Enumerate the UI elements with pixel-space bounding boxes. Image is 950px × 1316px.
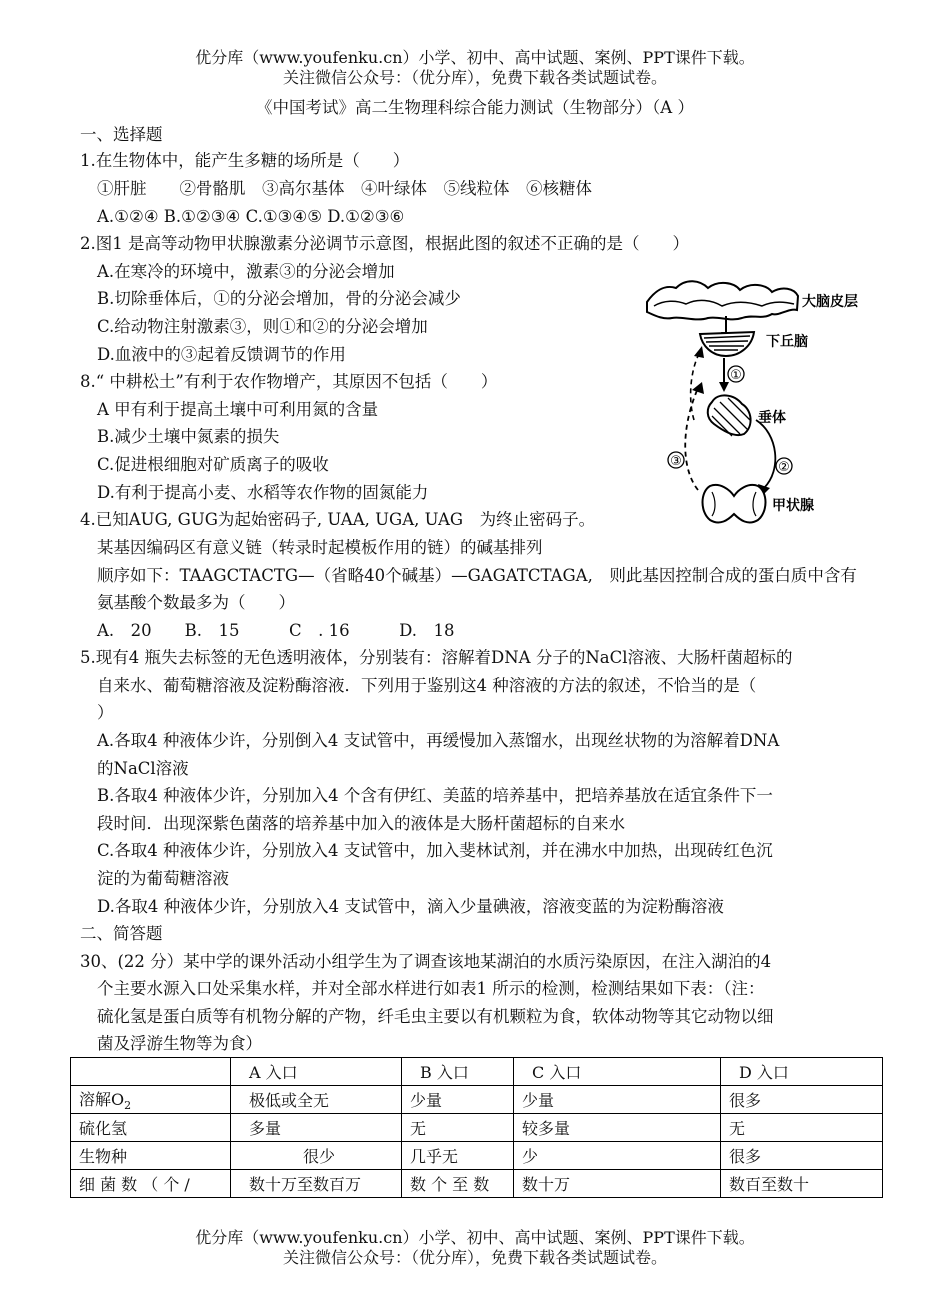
q5-line-2: 自来水、葡萄糖溶液及淀粉酶溶液．下列用于鉴别这4 种溶液的方法的叙述，不恰当的是（ [97, 676, 757, 695]
footer-line-2: 关注微信公众号：（优分库），免费下载各类试题试卷。 [282, 1248, 667, 1267]
subscript-2: 2 [124, 1099, 132, 1113]
water-sample-table [70, 1057, 883, 1198]
table-header-cell: C 入口 [514, 1058, 721, 1086]
table-cell: 几乎无 [402, 1142, 514, 1170]
table-cell [71, 1086, 231, 1114]
footer-line-1: 优分库（www.youfenku.cn）小学、初中、高中试题、案例、PPT课件下载。 [195, 1228, 755, 1247]
q5-option-d: D.各取4 种液体少许，分别放入4 支试管中，滴入少量碘液，溶液变蓝的为淀粉酶溶液 [97, 897, 724, 916]
table-cell: 生物种 [71, 1142, 231, 1170]
table-cell: 无 [402, 1114, 514, 1142]
table-cell: 数十万 [514, 1170, 721, 1198]
q1-options: A.①②④ B.①②③④ C.①③④⑤ D.①②③⑥ [97, 207, 405, 226]
label-thyroid: 甲状腺 [772, 498, 814, 514]
table-cell: 细 菌 数 （ 个 / [71, 1170, 231, 1198]
q4-line-4: 氨基酸个数最多为（ ） [97, 593, 295, 612]
q5-line-1: 5.现有4 瓶失去标签的无色透明液体，分别装有：溶解着DNA 分子的NaCl溶液、大肠杆菌超标的 [80, 648, 793, 667]
table-cell: 少量 [402, 1086, 514, 1114]
q1-items: ①肝脏 ②骨骼肌 ③高尔基体 ④叶绿体 ⑤线粒体 ⑥核糖体 [97, 179, 592, 198]
q8-option-b: B.减少土壤中氮素的损失 [97, 427, 280, 446]
table-cell: 很多 [721, 1142, 883, 1170]
section-heading-short-answer: 二、简答题 [80, 924, 163, 943]
table-cell: 少 [514, 1142, 721, 1170]
table-header-cell [71, 1058, 231, 1086]
table-row [71, 1086, 883, 1114]
table-cell: 很少 [231, 1142, 402, 1170]
marker-1: ① [730, 368, 742, 383]
q5-option-c-1: C.各取4 种液体少许，分别放入4 支试管中，加入斐林试剂，并在沸水中加热，出现砖红色沉 [97, 841, 773, 860]
marker-2: ② [778, 460, 790, 475]
q30-line-1: 30、(22 分）某中学的课外活动小组学生为了调查该地某湖泊的水质污染原因，在注入湖泊的4 [80, 952, 772, 971]
table-cell: 很多 [721, 1086, 883, 1114]
label-pituitary: 垂体 [758, 410, 786, 426]
q4-line-1: 4.已知AUG, GUG为起始密码子, UAA, UGA, UAG 为终止密码子。 [80, 510, 596, 529]
q5-option-a-2: 的NaCl溶液 [97, 759, 189, 778]
q5-line-3: ） [97, 703, 114, 722]
row-label-dissolved-oxygen: 溶解O [79, 1089, 125, 1109]
table-cell: 较多量 [514, 1114, 721, 1142]
table-cell: 数 个 至 数 [402, 1170, 514, 1198]
q2-option-a: A.在寒冷的环境中，激素③的分泌会增加 [97, 262, 395, 281]
thyroid-regulation-figure [642, 270, 872, 550]
q2-option-b: B.切除垂体后，①的分泌会增加，骨的分泌会减少 [97, 289, 461, 308]
thyroid-shape [703, 485, 766, 523]
q4-options: A. 20 B. 15 C . 16 D. 18 [97, 621, 455, 640]
table-row [71, 1170, 883, 1198]
label-hypothalamus: 下丘脑 [766, 334, 808, 350]
q2-option-d: D.血液中的③起着反馈调节的作用 [97, 345, 346, 364]
table-header-row [71, 1058, 883, 1086]
q30-line-2: 个主要水源入口处采集水样，并对全部水样进行如表1 所示的检测，检测结果如下表：（注： [97, 979, 765, 998]
table-cell: 数百至数十 [721, 1170, 883, 1198]
table-cell: 无 [721, 1114, 883, 1142]
q5-option-c-2: 淀的为葡萄糖溶液 [97, 869, 229, 888]
q8-stem: 8.“ 中耕松土”有利于农作物增产，其原因不包括（ ） [80, 372, 498, 391]
q2-option-c: C.给动物注射激素③，则①和②的分泌会增加 [97, 317, 428, 336]
section-heading-choice: 一、选择题 [80, 125, 163, 144]
q2-stem: 2.图1 是高等动物甲状腺激素分泌调节示意图，根据此图的叙述不正确的是（ ） [80, 234, 689, 253]
q30-line-3: 硫化氢是蛋白质等有机物分解的产物，纤毛虫主要以有机颗粒为食，软体动物等其它动物以细 [97, 1007, 774, 1026]
table-header-cell: A 入口 [231, 1058, 402, 1086]
page-title: 《中国考试》高二生物理科综合能力测试（生物部分）（A ） [256, 98, 694, 117]
table-cell: 极低或全无 [231, 1086, 402, 1114]
q5-option-b-1: B.各取4 种液体少许，分别加入4 个含有伊红、美蓝的培养基中，把培养基放在适宜条件下一 [97, 786, 773, 805]
q4-line-2: 某基因编码区有意义链（转录时起模板作用的链）的碱基排列 [97, 538, 543, 557]
q8-option-a: A 甲有利于提高土壤中可利用氮的含量 [97, 400, 379, 419]
table-cell: 多量 [231, 1114, 402, 1142]
table-cell: 数十万至数百万 [231, 1170, 402, 1198]
q4-line-3: 顺序如下：TAAGCTACTG—（省略40个碱基）—GAGATCTAGA, 则此基因控制合成的蛋白质中含有 [97, 566, 857, 585]
q8-option-c: C.促进根细胞对矿质离子的吸收 [97, 455, 329, 474]
table-row [71, 1142, 883, 1170]
q30-line-4: 菌及浮游生物等为食） [97, 1034, 262, 1053]
marker-3: ③ [670, 454, 682, 469]
q5-option-a-1: A.各取4 种液体少许，分别倒入4 支试管中，再缓慢加入蒸馏水，出现丝状物的为溶解着DNA [97, 731, 780, 750]
pituitary-shape [708, 395, 751, 435]
table-header-cell: B 入口 [402, 1058, 514, 1086]
label-cerebral-cortex: 大脑皮层 [802, 294, 858, 310]
table-cell: 硫化氢 [71, 1114, 231, 1142]
table-header-cell: D 入口 [721, 1058, 883, 1086]
table-row [71, 1114, 883, 1142]
q1-stem: 1.在生物体中，能产生多糖的场所是（ ） [80, 151, 410, 170]
header-line-1: 优分库（www.youfenku.cn）小学、初中、高中试题、案例、PPT课件下载。 [195, 48, 755, 67]
q5-option-b-2: 段时间．出现深紫色菌落的培养基中加入的液体是大肠杆菌超标的自来水 [97, 814, 625, 833]
header-line-2: 关注微信公众号：（优分库），免费下载各类试题试卷。 [282, 68, 667, 87]
table-cell: 少量 [514, 1086, 721, 1114]
q8-option-d: D.有利于提高小麦、水稻等农作物的固氮能力 [97, 483, 429, 502]
